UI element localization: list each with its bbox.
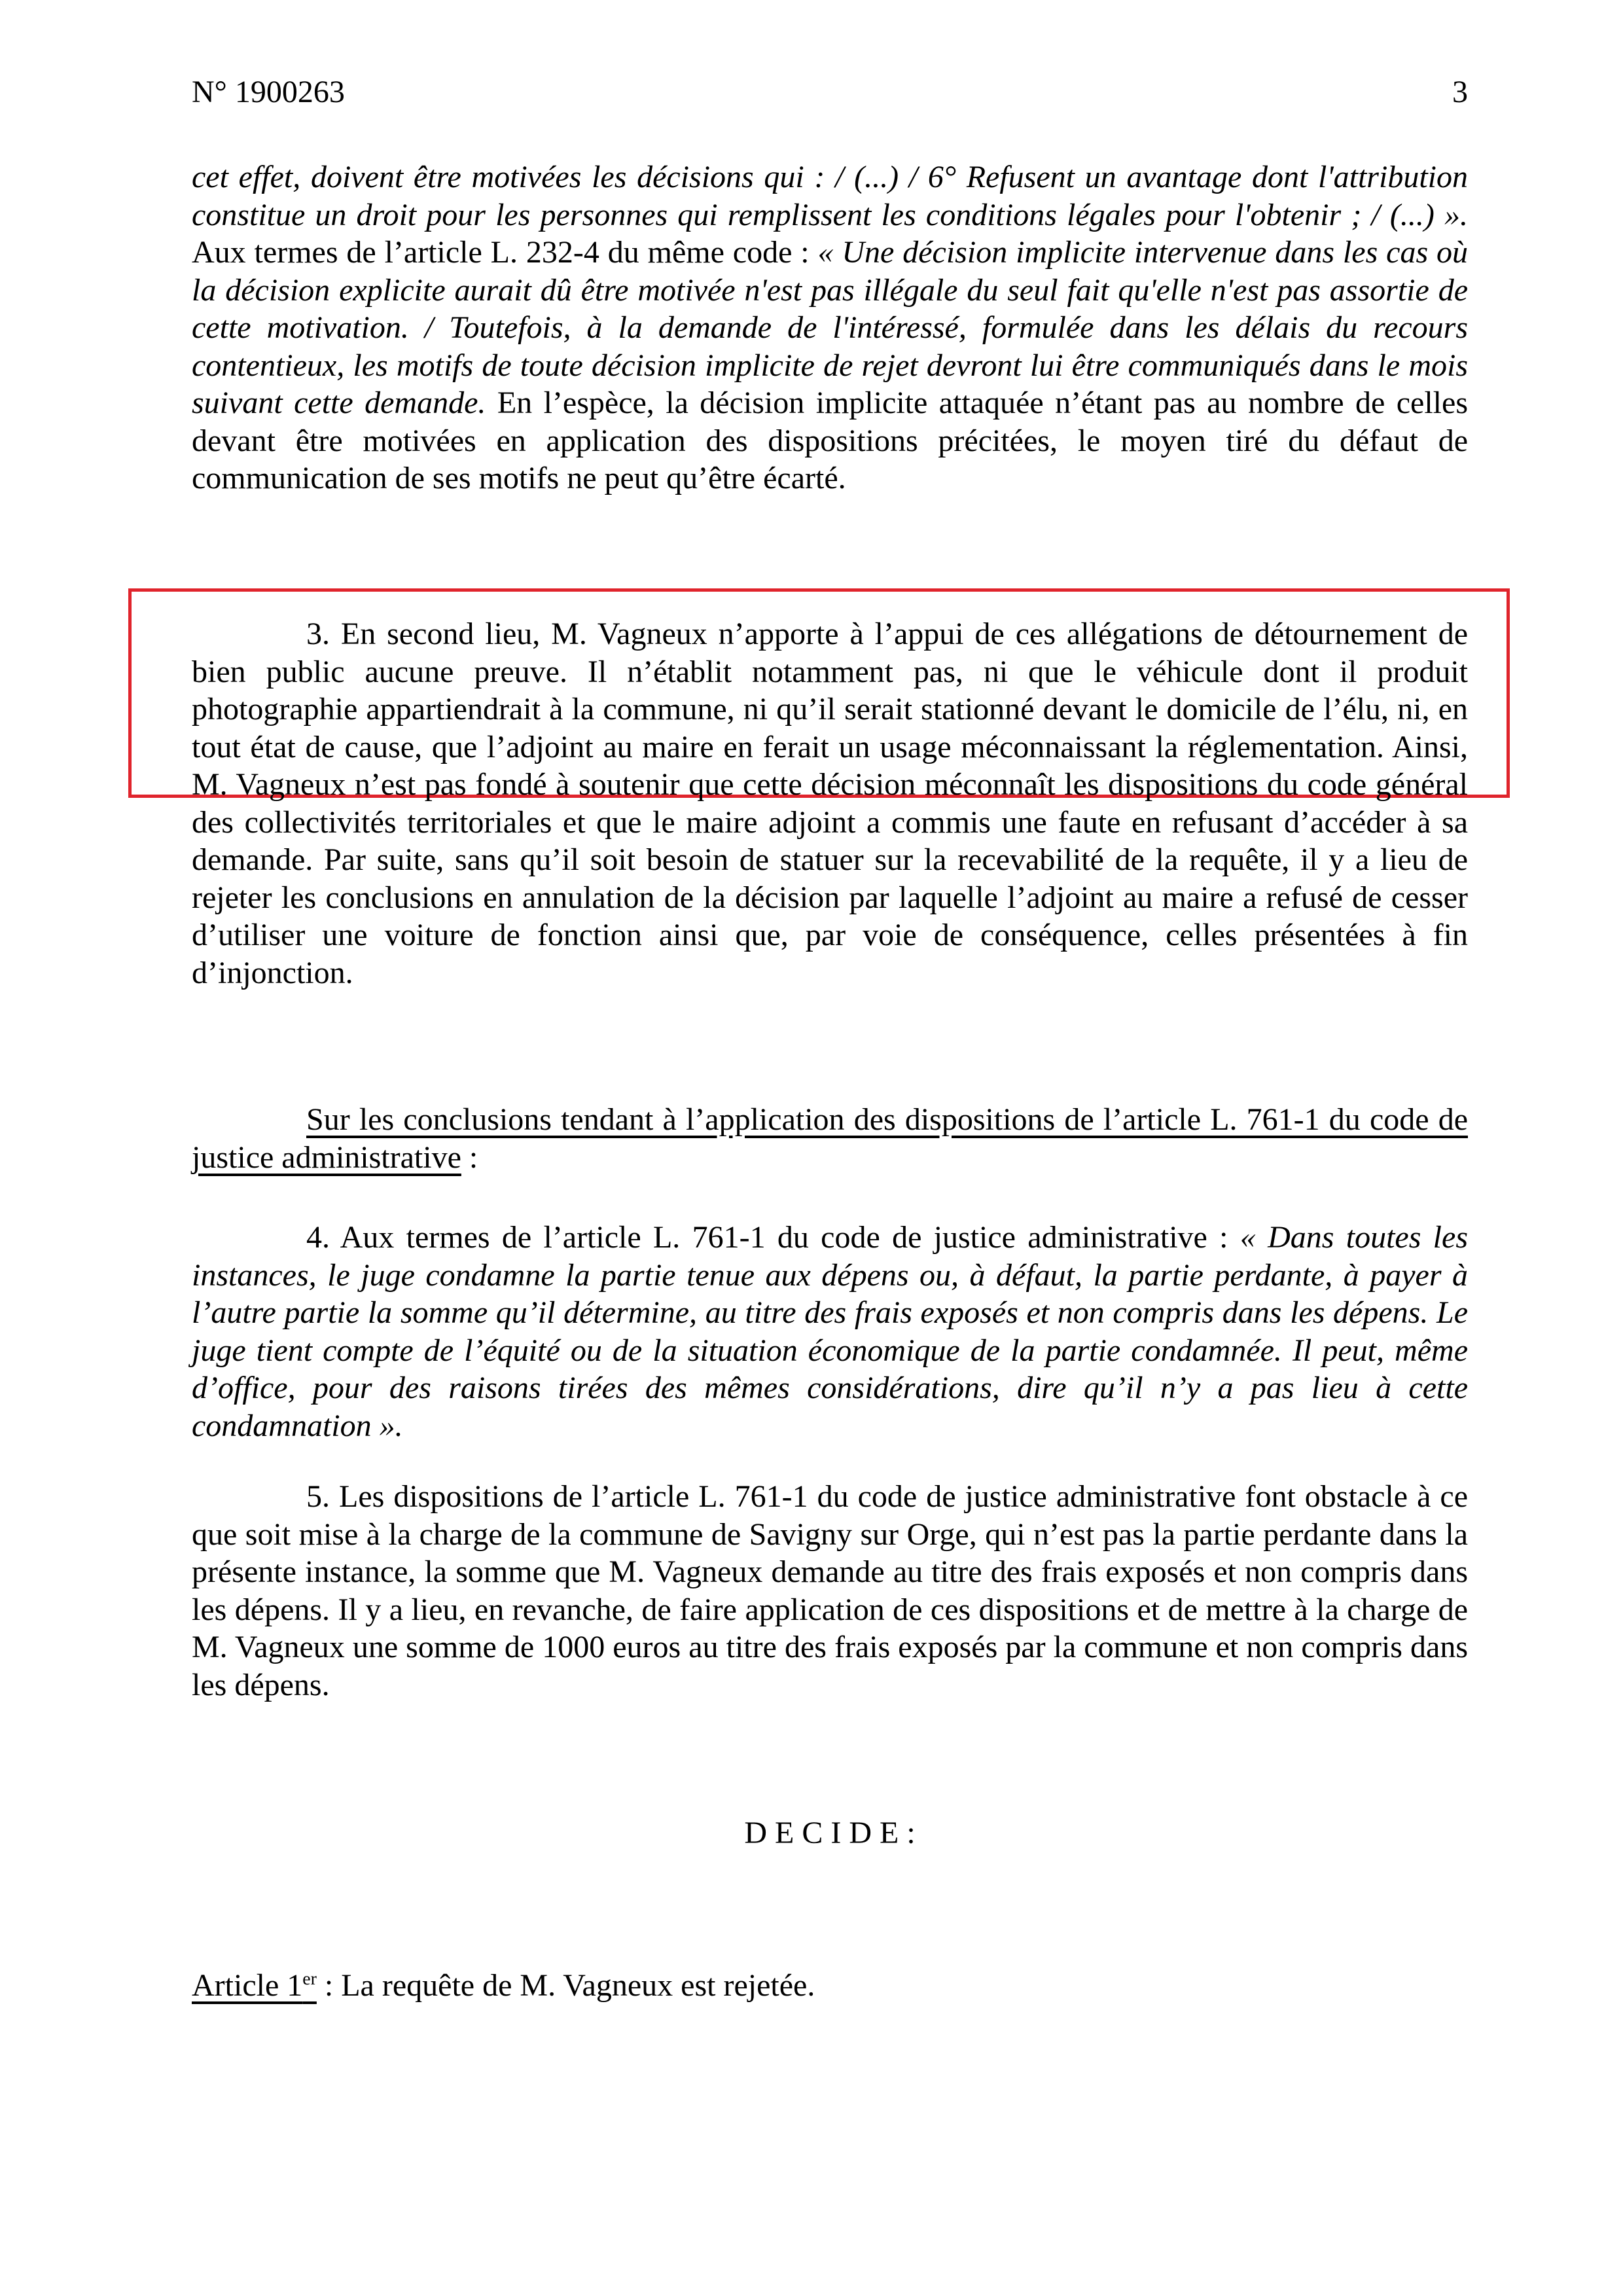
quote-segment: « Dans toutes les instances, le juge condamne la partie tenue aux dépens ou, à défaut, la partie perdante, à payer à l’autre partie la somme qu’il détermine, au titre des frais exposés et non compris dans les dépens. Le juge tient compte de l’équité ou de la situation économique de la partie condamnée. Il peut, même d’office, pour des raisons tirées des mêmes considérations, dire qu’il n’y a pas lieu à cette condamnation ». [192,1220,1469,1443]
text-segment: Aux termes de l’article L. 232-4 du même code : [192,235,818,270]
article-1-label-text: Article 1 [192,1968,303,2003]
page-number: 3 [1452,75,1468,109]
section-heading [192,1101,1468,1176]
paragraph-3: 3. En second lieu, M. Vagneux n’apporte à l’appui de ces allégations de détournement de bien public aucune preuve. Il n’établit notamment pas, ni que le véhicule dont il produit photographie appartiendrait à la commune, ni qu’il serait stationné devant le domicile de l’élu, ni, en tout état de cause, que l’adjoint au maire en ferait un usage méconnaissant la réglementation. Ainsi, M. Vagneux n’est pas fondé à soutenir que cette décision méconnaît les dispositions du code général des collectivités territoriales et que le maire adjoint a commis une faute en refusant d’accéder à sa demande. Par suite, sans qu’il soit besoin de statuer sur la recevabilité de la requête, il y a lieu de rejeter les conclusions en annulation de la décision par laquelle l’adjoint au maire a refusé de cesser d’utiliser une voiture de fonction ainsi que, par voie de conséquence, celles présentées à fin d’injonction. [192,617,1468,990]
text-segment: En l’espèce, la décision implicite attaquée n’étant pas au nombre de celles devant être motivées en application des dispositions précitées, le moyen tiré du défaut de communication de ses motifs ne peut qu’être écarté. [192,386,1469,495]
quote-segment: « Une décision implicite intervenue dans les cas où la décision explicite aurait dû être motivée n'est pas illégale du seul fait qu'elle n'est pas assortie de cette motivation. / Toutefois, à la demande de l'intéressé, formulée dans les délais du recours contentieux, les motifs de toute décision implicite de rejet devront lui être communiqués dans le mois suivant cette demande. [192,235,1468,420]
text-segment: 4. Aux termes de l’article L. 761-1 du code de justice administrative : [306,1220,1240,1255]
paragraph-continuation [192,158,1468,497]
section-heading-text: Sur les conclusions tendant à l’application des dispositions de l’article L. 761-1 du code de justice administrative [192,1102,1468,1175]
paragraph-4 [192,1219,1468,1444]
decide-heading: D E C I D E : [744,1816,916,1850]
case-number: N° 1900263 [192,75,345,109]
section-heading-colon: : [461,1139,478,1175]
article-1 [192,1967,1468,2005]
paragraph-5: 5. Les dispositions de l’article L. 761-1 du code de justice administrative font obstacle à ce que soit mise à la charge de la commune de Savigny sur Orge, qui n’est pas la partie perdante dans la présente instance, la somme que M. Vagneux demande au titre des frais exposés et non compris dans les dépens. Il y a lieu, en revanche, de faire application de ces dispositions et de mettre à la charge de M. Vagneux une somme de 1000 euros au titre des frais exposés par la commune et non compris dans les dépens. [192,1479,1468,1702]
article-1-ordinal: er [302,1969,317,1989]
article-1-text: : La requête de M. Vagneux est rejetée. [316,1968,815,2003]
article-1-label [192,1968,317,2003]
quote-segment: cet effet, doivent être motivées les décisions qui : / (...) / 6° Refusent un avantage dont l'attribution constitue un droit pour les personnes qui remplissent les conditions légales pour l'obtenir ; / (...) ». [192,160,1468,232]
page-header [192,73,1468,111]
